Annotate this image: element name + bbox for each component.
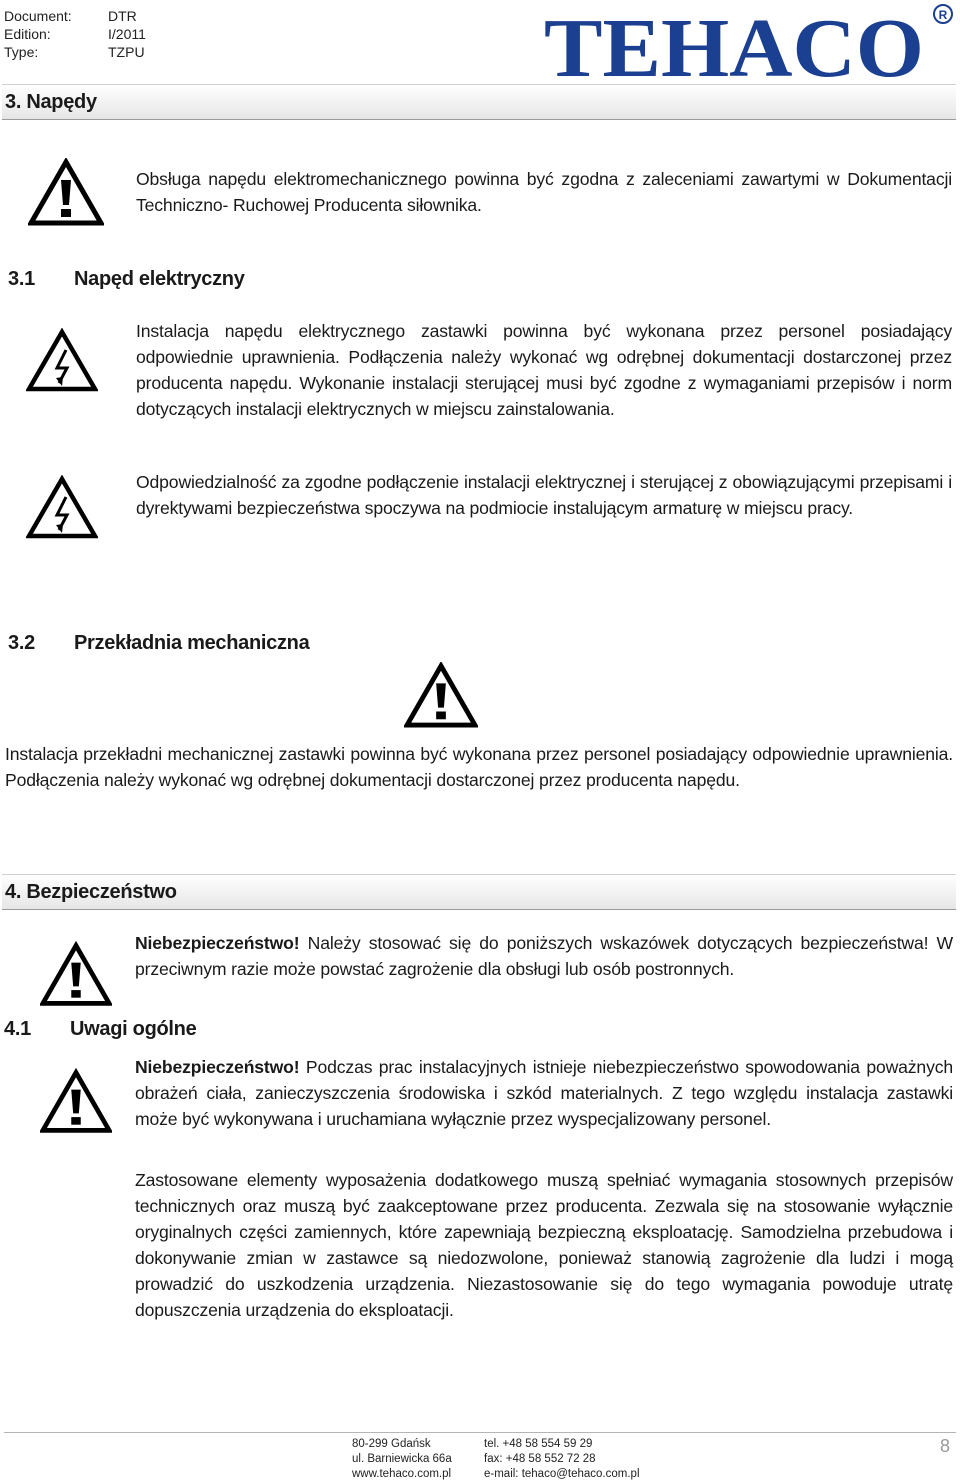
warning-icon: [40, 941, 112, 1007]
document-label: Document:: [4, 8, 72, 24]
tehaco-logo: [544, 2, 954, 82]
registered-mark: R: [938, 8, 948, 22]
footer-website[interactable]: www.tehaco.com.pl: [352, 1468, 452, 1480]
subsection-title: Uwagi ogólne: [70, 1018, 197, 1040]
document-meta: [0, 8, 200, 62]
footer-divider: [4, 1432, 956, 1433]
warning-icon: [28, 158, 104, 226]
subsection-3-2-heading: [8, 632, 408, 658]
type-label: Type:: [4, 44, 39, 60]
safety-warning-text: Należy stosować się do poniższych wskazówek dotyczących bezpieczeństwa! W przeciwnym razie może powstać zagrożenie dla obsługi lub osób postronnych.: [135, 933, 953, 979]
footer-postal: 80-299 Gdańsk: [352, 1438, 431, 1450]
page-number: 8: [939, 1436, 950, 1456]
mechanical-gear-paragraph: Instalacja przekładni mechanicznej zastawki powinna być wykonana przez personel posiadający odpowiednie uprawnienia. Podłączenia należy wykonać wg odrębnej dokumentacji dostarczonej przez producenta napędu.: [5, 744, 953, 790]
danger-label: Niebezpieczeństwo!: [135, 1057, 300, 1077]
logo-text: TEHACO: [544, 2, 924, 82]
footer-address: [352, 1437, 482, 1482]
subsection-number: 3.2: [8, 632, 35, 654]
section-3-heading: [2, 84, 956, 120]
edition-value: I/2011: [108, 26, 146, 42]
document-value: DTR: [108, 8, 137, 24]
type-value: TZPU: [108, 44, 145, 60]
subsection-4-1-heading: [4, 1018, 404, 1044]
section-4-title: 4. Bezpieczeństwo: [5, 881, 177, 903]
responsibility-paragraph: Odpowiedzialność za zgodne podłączenie instalacji elektrycznej i sterującej z obowiązującymi przepisami i dyrektywami bezpieczeństwa spoczywa na podmiocie instalującym armaturę w miejscu pracy.: [136, 472, 952, 518]
equipment-requirements-paragraph: Zastosowane elementy wyposażenia dodatkowego muszą spełniać wymagania stosownych przepisów technicznych oraz muszą być zaakceptowane przez producenta. Zezwala się na stosowanie wyłącznie oryginalnych części zamiennych, które zapewniają bezpieczną eksploatację. Samodzielna przebudowa i dokonywanie zmian w zastawce są niedozwolone, ponieważ stanowią zagrożenie dla ludzi i mogą prowadzić do uszkodzenia urządzenia. Niezastosowanie się do tego wymagania powoduje utratę dopuszczenia urządzenia do eksploatacji.: [135, 1170, 953, 1320]
section-3-title: 3. Napędy: [5, 91, 97, 113]
footer-fax: fax: +48 58 552 72 28: [484, 1453, 596, 1465]
electric-hazard-icon: [26, 475, 98, 539]
warning-icon: [40, 1068, 112, 1134]
footer-email[interactable]: e-mail: tehaco@tehaco.com.pl: [484, 1468, 640, 1480]
footer-contact: [484, 1437, 664, 1482]
general-warning-paragraph: [135, 1054, 953, 1132]
warning-icon: [404, 662, 478, 728]
subsection-number: 4.1: [4, 1018, 31, 1040]
edition-label: Edition:: [4, 26, 51, 42]
subsection-3-1-heading: [8, 268, 408, 294]
footer-street: ul. Barniewicka 66a: [352, 1453, 452, 1465]
danger-label: Niebezpieczeństwo!: [135, 933, 300, 953]
electric-hazard-icon: [26, 328, 98, 392]
safety-warning-paragraph: [135, 930, 953, 982]
subsection-title: Napęd elektryczny: [74, 268, 245, 290]
subsection-title: Przekładnia mechaniczna: [74, 632, 310, 654]
section-4-heading: [2, 874, 956, 910]
general-warning-text: Podczas prac instalacyjnych istnieje niebezpieczeństwo spowodowania poważnych obrażeń ciała, zanieczyszczenia środowiska i szkód materialnych. Z tego względu instalacja zastawki może być wykonywana i uruchamiana wyłącznie przez wyspecjalizowany personel.: [135, 1057, 953, 1129]
napedy-intro: Obsługa napędu elektromechanicznego powinna być zgodna z zaleceniami zawartymi w Dokumentacji Techniczno- Ruchowej Producenta siłownika.: [136, 169, 952, 215]
subsection-number: 3.1: [8, 268, 35, 290]
footer-phone: tel. +48 58 554 59 29: [484, 1438, 593, 1450]
electric-drive-paragraph: Instalacja napędu elektrycznego zastawki powinna być wykonana przez personel posiadający odpowiednie uprawnienia. Podłączenia należy wykonać wg odrębnej dokumentacji dostarczonej przez producenta napędu. Wykonanie instalacji sterującej musi być zgodne z wymaganiami przepisów i norm dotyczących instalacji elektrycznych w miejscu zainstalowania.: [136, 321, 952, 419]
